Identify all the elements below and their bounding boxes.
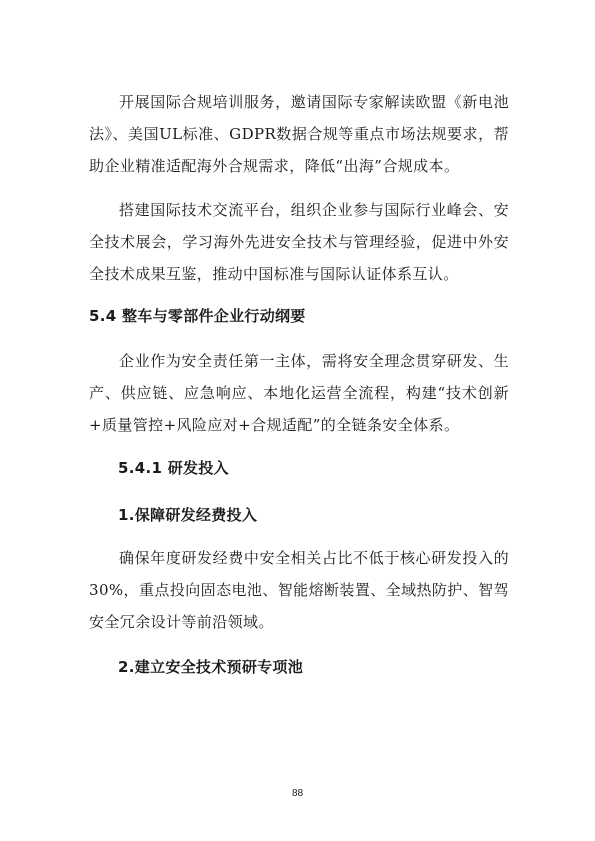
paragraph-international-compliance-training: 开展国际合规培训服务，邀请国际专家解读欧盟《新电池法》、美国UL标准、GDPR数据合规等重点市场法规要求，帮助企业精准适配海外合规需求，降低“出海”合规成本。 <box>89 93 509 175</box>
item-heading-2: 2.建立安全技术预研专项池 <box>118 658 304 676</box>
paragraph-international-tech-exchange: 搭建国际技术交流平台，组织企业参与国际行业峰会、安全技术展会，学习海外先进安全技术与管理经验，促进中外安全技术成果互鉴，推动中国标准与国际认证体系互认。 <box>89 201 509 283</box>
section-heading-5-4: 5.4 整车与零部件企业行动纲要 <box>89 307 306 325</box>
paragraph-rd-funding: 确保年度研发经费中安全相关占比不低于核心研发投入的30%，重点投向固态电池、智能熔断装置、全域热防护、智驾安全冗余设计等前沿领域。 <box>89 549 509 631</box>
page-number: 88 <box>291 788 304 799</box>
paragraph-enterprise-safety-responsibility: 企业作为安全责任第一主体，需将安全理念贯穿研发、生产、供应链、应急响应、本地化运营全流程，构建“技术创新+质量管控+风险应对+合规适配”的全链条安全体系。 <box>89 352 509 434</box>
subsection-heading-5-4-1: 5.4.1 研发投入 <box>118 459 229 477</box>
item-heading-1: 1.保障研发经费投入 <box>118 506 258 524</box>
